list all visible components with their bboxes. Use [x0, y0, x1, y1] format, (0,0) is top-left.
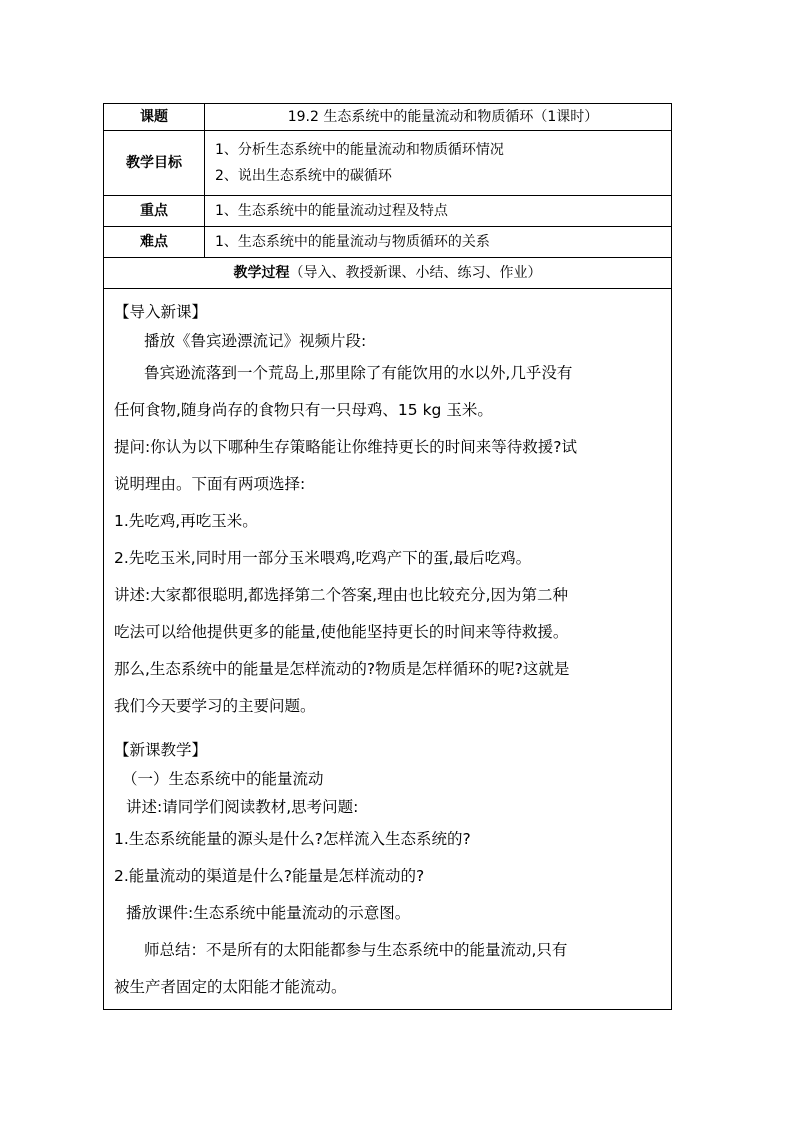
intro-line: 我们今天要学习的主要问题。	[114, 697, 316, 715]
intro-line: 任何食物,随身尚存的食物只有一只母鸡、15 kg 玉米。	[114, 401, 493, 419]
process-heading-row	[104, 258, 672, 289]
intro-line: 鲁宾逊流落到一个荒岛上,那里除了有能饮用的水以外,几乎没有	[144, 364, 573, 382]
goal-item: 1、分析生态系统中的能量流动和物质循环情况	[215, 142, 504, 158]
topic-row	[104, 104, 672, 131]
difficulty-row	[104, 227, 672, 258]
process-heading-title: 教学过程	[233, 265, 290, 281]
new-lesson-line: 播放课件:生态系统中能量流动的示意图。	[126, 904, 411, 922]
intro-line: 说明理由。下面有两项选择:	[114, 475, 306, 493]
content-row	[104, 289, 672, 1010]
intro-line: 1.先吃鸡,再吃玉米。	[114, 512, 258, 530]
new-lesson-section-title: 【新课教学】	[114, 741, 208, 759]
topic-label: 课题	[104, 104, 205, 131]
process-heading-detail: （导入、教授新课、小结、练习、作业）	[289, 265, 542, 281]
difficulty-label: 难点	[104, 227, 205, 258]
difficulty-value: 1、生态系统中的能量流动与物质循环的关系	[205, 227, 672, 258]
intro-line: 讲述:大家都很聪明,都选择第二个答案,理由也比较充分,因为第二种	[114, 586, 569, 604]
topic-value: 19.2 生态系统中的能量流动和物质循环（1课时）	[205, 104, 672, 131]
intro-line: 吃法可以给他提供更多的能量,使他能坚持更长的时间来等待救援。	[114, 623, 569, 641]
goals-label: 教学目标	[104, 131, 205, 196]
intro-line: 2.先吃玉米,同时用一部分玉米喂鸡,吃鸡产下的蛋,最后吃鸡。	[114, 549, 532, 567]
subsection-title: （一）生态系统中的能量流动	[122, 770, 324, 788]
intro-section-title: 【导入新课】	[114, 303, 208, 321]
new-lesson-line: 2.能量流动的渠道是什么?能量是怎样流动的?	[114, 867, 425, 885]
new-lesson-line: 讲述:请同学们阅读教材,思考问题:	[126, 798, 359, 816]
process-heading	[104, 258, 672, 289]
key-point-label: 重点	[104, 196, 205, 227]
new-lesson-line: 师总结：不是所有的太阳能都参与生态系统中的能量流动,只有	[144, 941, 568, 959]
new-lesson-line: 1.生态系统能量的源头是什么?怎样流入生态系统的?	[114, 830, 471, 848]
key-point-row	[104, 196, 672, 227]
intro-line: 那么,生态系统中的能量是怎样流动的?物质是怎样循环的呢?这就是	[114, 660, 570, 678]
lesson-plan-table	[103, 103, 672, 1010]
key-point-value: 1、生态系统中的能量流动过程及特点	[205, 196, 672, 227]
goals-value	[205, 131, 672, 196]
goal-item: 2、说出生态系统中的碳循环	[215, 168, 392, 184]
lesson-content	[104, 289, 672, 1010]
new-lesson-line: 被生产者固定的太阳能才能流动。	[114, 978, 347, 996]
goals-row	[104, 131, 672, 196]
intro-line: 播放《鲁宾逊漂流记》视频片段:	[144, 332, 367, 350]
intro-line: 提问:你认为以下哪种生存策略能让你维持更长的时间来等待救援?试	[114, 438, 577, 456]
